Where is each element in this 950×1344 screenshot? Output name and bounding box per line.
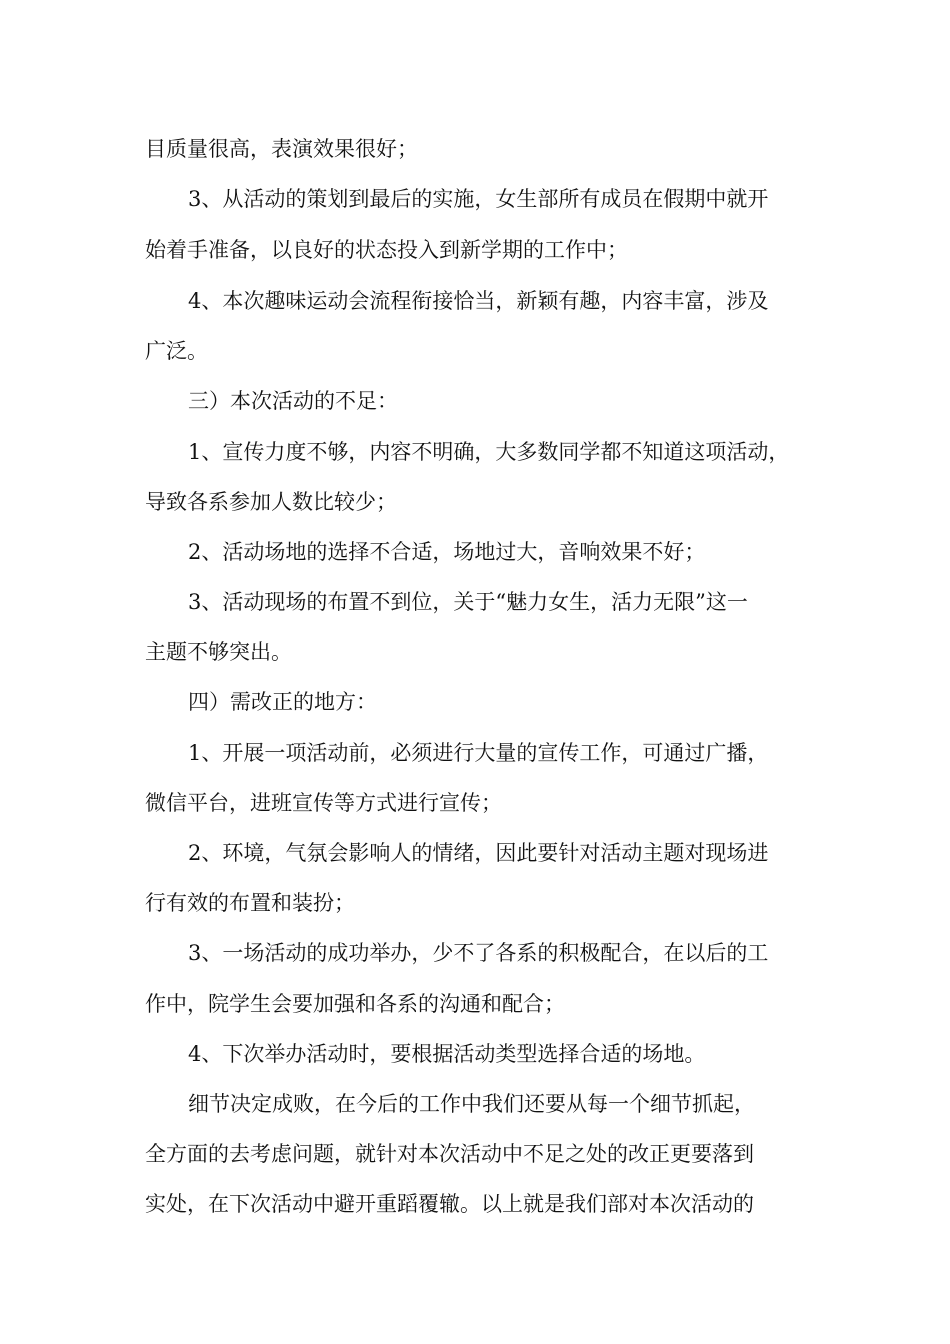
text-line: 主题不够突出。 xyxy=(145,640,292,664)
text-line: 3、从活动的策划到最后的实施，女生部所有成员在假期中就开 xyxy=(188,187,769,211)
text-line: 作中，院学生会要加强和各系的沟通和配合； xyxy=(145,992,565,1016)
text-line: 2、活动场地的选择不合适，场地过大，音响效果不好； xyxy=(188,540,706,564)
text-line: 广泛。 xyxy=(145,339,208,363)
text-line: 1、开展一项活动前，必须进行大量的宣传工作，可通过广播， xyxy=(188,741,769,765)
section-heading: 四）需改正的地方： xyxy=(188,690,377,714)
text-line: 目质量很高，表演效果很好； xyxy=(145,137,418,161)
text-line: 3、一场活动的成功举办，少不了各系的积极配合，在以后的工 xyxy=(188,941,769,965)
text-line: 4、下次举办活动时，要根据活动类型选择合适的场地。 xyxy=(188,1042,706,1066)
text-line: 3、活动现场的布置不到位，关于“魅力女生，活力无限”这一 xyxy=(188,590,748,614)
text-line: 导致各系参加人数比较少； xyxy=(145,490,397,514)
text-line: 全方面的去考虑问题，就针对本次活动中不足之处的改正更要落到 xyxy=(145,1142,754,1166)
text-line: 4、本次趣味运动会流程衔接恰当，新颖有趣，内容丰富，涉及 xyxy=(188,289,769,313)
text-line: 微信平台，进班宣传等方式进行宣传； xyxy=(145,791,502,815)
text-line: 实处，在下次活动中避开重蹈覆辙。以上就是我们部对本次活动的 xyxy=(145,1192,754,1216)
section-heading: 三）本次活动的不足： xyxy=(188,389,398,413)
text-line: 1、宣传力度不够，内容不明确，大多数同学都不知道这项活动， xyxy=(188,440,790,464)
text-line: 始着手准备，以良好的状态投入到新学期的工作中； xyxy=(145,238,628,262)
text-line: 行有效的布置和装扮； xyxy=(145,891,355,915)
text-line: 细节决定成败，在今后的工作中我们还要从每一个细节抓起， xyxy=(188,1092,755,1116)
text-line: 2、环境，气氛会影响人的情绪，因此要针对活动主题对现场进 xyxy=(188,841,769,865)
